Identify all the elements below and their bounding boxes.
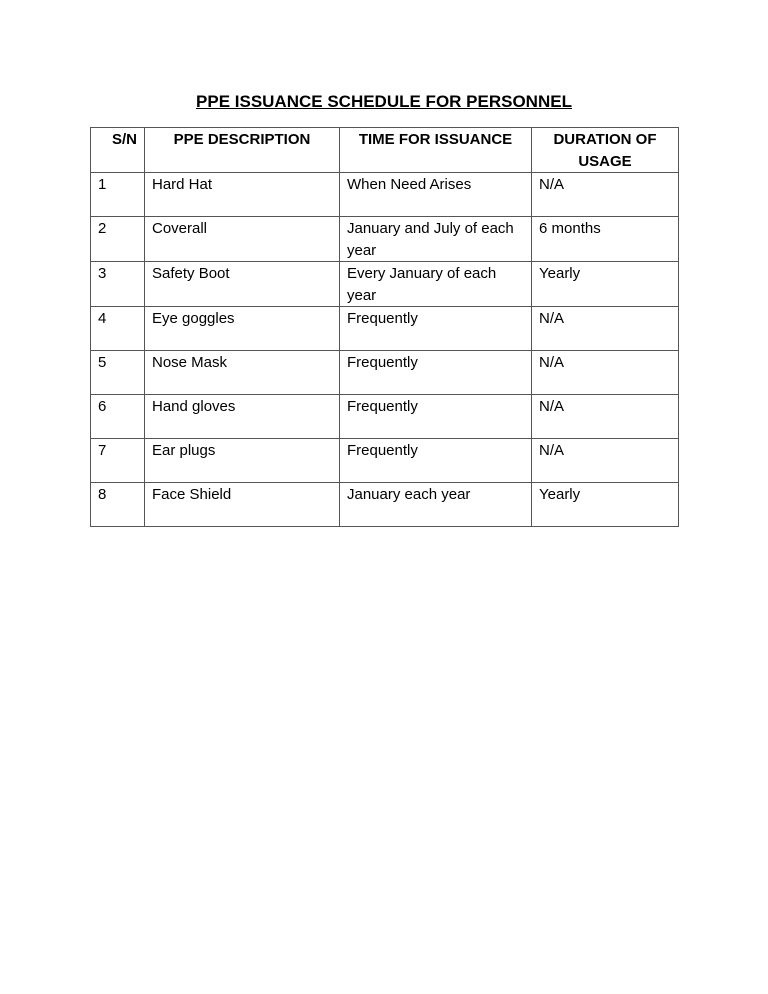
cell-sn: 3 — [91, 262, 145, 307]
cell-duration: N/A — [532, 307, 679, 351]
table-row — [91, 483, 679, 527]
cell-sn: 2 — [91, 217, 145, 262]
cell-duration: Yearly — [532, 483, 679, 527]
cell-duration: Yearly — [532, 262, 679, 307]
cell-issuance: Frequently — [340, 439, 532, 483]
cell-issuance: Frequently — [340, 351, 532, 395]
header-issuance: TIME FOR ISSUANCE — [340, 128, 532, 173]
cell-duration: 6 months — [532, 217, 679, 262]
cell-issuance: January each year — [340, 483, 532, 527]
cell-issuance: Frequently — [340, 395, 532, 439]
cell-sn: 1 — [91, 173, 145, 217]
cell-description: Nose Mask — [145, 351, 340, 395]
document-title: PPE ISSUANCE SCHEDULE FOR PERSONNEL — [196, 92, 572, 111]
cell-description: Face Shield — [145, 483, 340, 527]
cell-issuance: January and July of each year — [340, 217, 532, 262]
table-row — [91, 395, 679, 439]
cell-sn: 6 — [91, 395, 145, 439]
cell-duration: N/A — [532, 173, 679, 217]
cell-sn: 7 — [91, 439, 145, 483]
table-row — [91, 307, 679, 351]
cell-description: Hand gloves — [145, 395, 340, 439]
header-description: PPE DESCRIPTION — [145, 128, 340, 173]
table-row — [91, 439, 679, 483]
cell-description: Hard Hat — [145, 173, 340, 217]
header-sn: S/N — [91, 128, 145, 173]
ppe-schedule-table — [90, 127, 679, 527]
cell-description: Coverall — [145, 217, 340, 262]
cell-duration: N/A — [532, 439, 679, 483]
cell-description: Ear plugs — [145, 439, 340, 483]
table-row — [91, 262, 679, 307]
table-row — [91, 351, 679, 395]
cell-description: Eye goggles — [145, 307, 340, 351]
header-duration: DURATION OF USAGE — [532, 128, 679, 173]
cell-description: Safety Boot — [145, 262, 340, 307]
cell-issuance: Every January of each year — [340, 262, 532, 307]
table-row — [91, 173, 679, 217]
cell-issuance: Frequently — [340, 307, 532, 351]
cell-sn: 4 — [91, 307, 145, 351]
table-row — [91, 217, 679, 262]
cell-sn: 8 — [91, 483, 145, 527]
table-header-row — [91, 128, 679, 173]
cell-duration: N/A — [532, 351, 679, 395]
cell-issuance: When Need Arises — [340, 173, 532, 217]
cell-duration: N/A — [532, 395, 679, 439]
cell-sn: 5 — [91, 351, 145, 395]
